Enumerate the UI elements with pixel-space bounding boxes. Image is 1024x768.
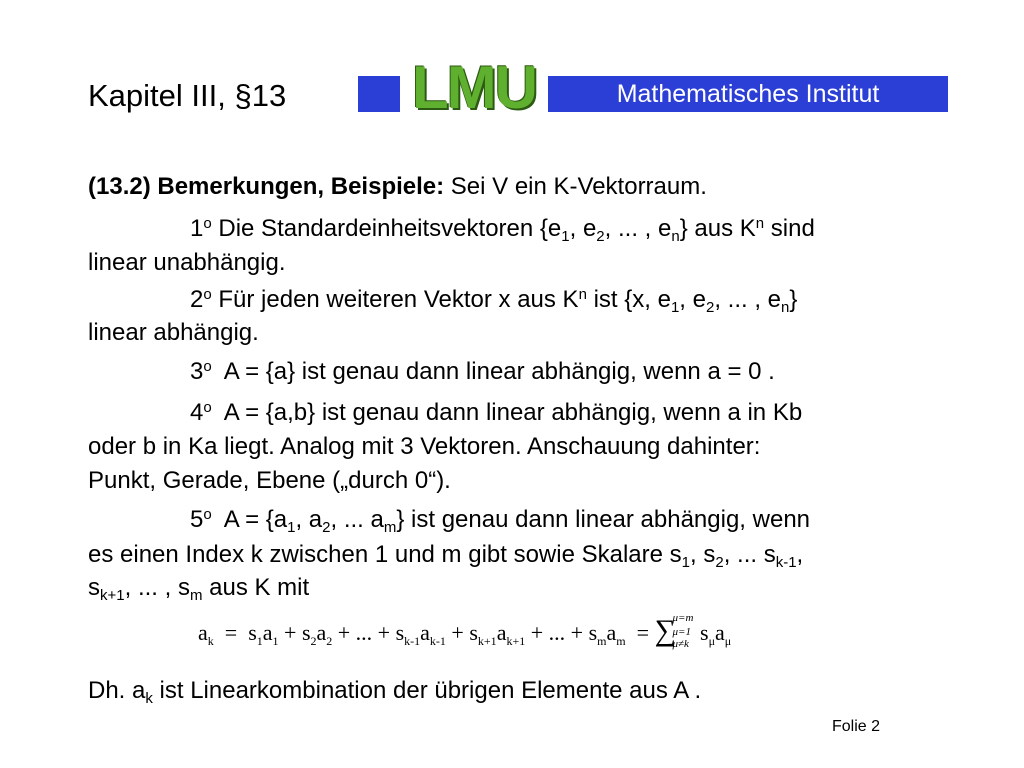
item-3-marker: 3 [190, 358, 204, 385]
item-4: 4$^o$ A = {a,b} ist genau dann linear abhängig, wenn a in Kb [190, 399, 803, 426]
item-4-line3: Punkt, Gerade, Ebene („durch 0“). [88, 467, 451, 494]
linear-combination-formula: $a_k = s_1a_1 + s_2a_2$ + ... + $s_{k-1}a_{k-1} + s_{k+1}a_{k+1}$ + ... + $s_ma_m$ = ∑ μ=m μ=1 μ≠k $s_\mu a_\mu$ [198, 612, 732, 650]
item-1: 1$^o$ Die Standardeinheitsvektoren {$e_1$, $e_2$, ... , $e_n$} aus $K^n$ sind [190, 215, 815, 245]
chapter-title: Kapitel III, §13 [88, 78, 287, 113]
item-1-cont: linear unabhängig. [88, 249, 286, 276]
institute-banner: Mathematisches Institut [548, 76, 948, 112]
item-5-marker: 5 [190, 506, 204, 533]
item-4-line2: oder b in Ka liegt. Analog mit 3 Vektoren. Anschauung dahinter: [88, 433, 761, 460]
item-3: 3$^o$ A = {a} ist genau dann linear abhängig, wenn a = 0 . [190, 358, 775, 385]
item-4-marker: 4 [190, 399, 204, 426]
sum-operator: ∑ μ=m μ=1 μ≠k [654, 612, 694, 650]
item-1-marker: 1 [190, 215, 204, 242]
section-heading [88, 172, 707, 202]
heading-bold: (13.2) Bemerkungen, Beispiele: [88, 173, 445, 200]
item-5-line3: $s_{k+1}$, ... , $s_m$ aus K mit [88, 574, 310, 604]
item-5: 5$^o$ $A = \{a_1$, $a_2$, ... $a_m$} ist genau dann linear abhängig, wenn [190, 506, 811, 536]
item-5-line2: es einen Index k zwischen 1 und m gibt sowie Skalare $s_1$, $s_2$, ... $s_{k-1}$, [88, 541, 804, 571]
item-2-cont: linear abhängig. [88, 319, 259, 346]
lmu-logo: LMU [412, 54, 536, 121]
conclusion: Dh. $a_k$ ist Linearkombination der übrigen Elemente aus A . [88, 677, 702, 707]
slide-number: Folie 2 [832, 718, 881, 735]
heading-rest: Sei V ein K-Vektorraum. [444, 173, 707, 200]
item-2-marker: 2 [190, 286, 204, 313]
logo-blue-block [358, 76, 400, 112]
item-2: 2$^o$ Für jeden weiteren Vektor x aus $K^n$ ist {x, $e_1$, $e_2$, ... , $e_n$} [190, 286, 798, 316]
